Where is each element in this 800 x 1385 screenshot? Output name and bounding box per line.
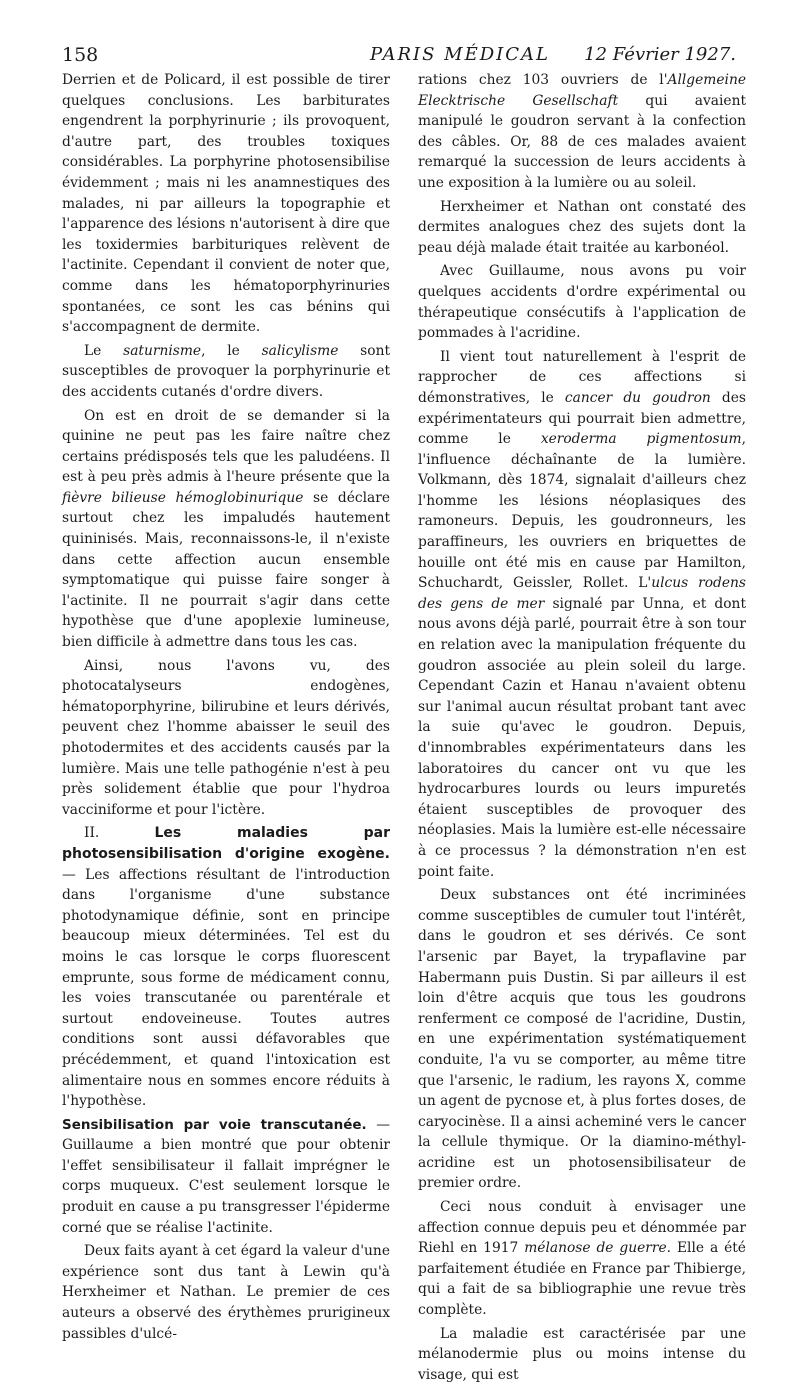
subsection-title: Sensibilisation par voie transcutanée. — [62, 1116, 367, 1133]
paragraph: On est en droit de se demander si la quinine ne peut pas les faire naître chez certains prédisposés tels que les paludéens. Il est à peu près admis à l'heure présente que la fièvre bilieuse hémoglobinurique se déclare surtout chez les impaludés hautement quininisés. Mais, reconnaissons-le, il n'existe dans cette affection aucun ensemble symptomatique qui puisse faire songer à l'actinite. Il ne pourrait s'agir dans cette hypothèse que d'une apoplexie lumineuse, bien difficile à admettre dans tous les cas. — [62, 407, 390, 651]
paragraph: Il vient tout naturellement à l'esprit de rapprocher de ces affections si démonstratives, le cancer du goudron des expérimentateurs qui pourrait bien admettre, comme le xeroderma pigmentosum, l'influence déchaînante de la lumière. Volkmann, dès 1874, signalait d'ailleurs chez l'homme les lésions néoplasiques des ramoneurs. Depuis, les goudronneurs, les paraffineurs, les ouvriers en briquettes de houille ont été mis en cause par Hamilton, Schuchardt, Geissler, Rollet. L'ulcus rodens des gens de mer signalé par Unna, et dont nous avons déjà parlé, pourrait être à son tour en relation avec la manipulation fréquente du goudron associée au plein soleil du large. Cependant Cazin et Hanau n'avaient obtenu sur l'animal aucun résultat probant tant avec la suie qu'avec le goudron. Depuis, d'innombrables expérimentateurs dans les laboratoires du cancer ont vu que les hydrocarbures lourds ou leurs impuretés étaient susceptibles de provoquer des néoplasies. Mais la lumière est-elle nécessaire à ce processus ? la démonstration n'en est point faite. — [418, 348, 746, 880]
paragraph: Deux faits ayant à cet égard la valeur d'une expérience sont dus tant à Lewin qu'à Herxheimer et Nathan. Le premier de ces auteurs a observé des érythèmes prurigineux passibles d'ulcé- — [62, 1243, 390, 1342]
paragraph: Le saturnisme, le salicylisme sont susceptibles de provoquer la porphyrinurie et des accidents cutanés d'ordre divers. — [62, 342, 390, 400]
paragraph: Derrien et de Policard, il est possible de tirer quelques conclusions. Les barbiturates engendrent la porphyrinurie ; ils provoquent, d'autre part, des troubles toxiques considérables. La porphyrine photosensibilise évidemment ; mais ni les anamnestiques des malades, ni par ailleurs la topographie et l'apparence des lésions n'autorisent à dire que les toxidermies barbituriques relèvent de l'actinite. Cependant il convient de noter que, comme dans les hématoporphyrinuries spontanées, ce sont les cas bénins qui s'accompagnent de dermite. — [62, 72, 390, 336]
issue-date: 12 Février 1927. — [584, 44, 736, 65]
subsection: Sensibilisation par voie transcutanée. — Guillaume a bien montré que pour obtenir l'effet sensibilisateur il fallait imprégner le corps muqueux. C'est seulement lorsque le produit en cause a pu transgresser l'épiderme corné que se réalise l'actinite. — [62, 1116, 390, 1236]
paragraph: La maladie est caractérisée par une mélanodermie plus ou moins intense du visage, qui est — [418, 1325, 746, 1383]
paragraph: Herxheimer et Nathan ont constaté des dermites analogues chez des sujets dont la peau déjà malade était traitée au karbonéol. — [418, 198, 746, 256]
journal-title: PARIS MÉDICAL — [370, 44, 551, 65]
section-heading: II. Les maladies par photosensibilisation d'origine exogène. — Les affections résultant de l'introduction dans l'organisme d'une substance photodynamique définie, sont en principe beaucoup mieux déterminées. Tel est du moins le cas lorsque le corps fluorescent emprunte, sous forme de médicament connu, les voies transcutanée ou parentérale et surtout endoveineuse. Toutes autres conditions sont aussi défavorables que précédemment, et quand l'intoxication est alimentaire nous en sommes encore réduits à l'hypothèse. — [62, 825, 390, 1110]
paragraph: Avec Guillaume, nous avons pu voir quelques accidents d'ordre expérimental ou thérapeutique consécutifs à l'application de pommades à l'acridine. — [418, 263, 746, 342]
paragraph: Deux substances ont été incriminées comme susceptibles de cumuler tout l'intérêt, dans le goudron et ses dérivés. Ce sont l'arsenic par Bayet, la trypaflavine par Habermann puis Dustin. Si par ailleurs il est loin d'être acquis que tous les goudrons renferment ce composé de l'acridine, Dustin, en une expérimentation systématiquement conduite, l'a vu se comporter, au même titre que l'arsenic, le radium, les rayons X, comme un agent de pycnose et, à plus fortes doses, de caryocinèse. Il a ainsi acheminé vers le cancer la cellule thymique. Or la diamino-méthyl-acridine est un photosensibilisateur de premier ordre. — [418, 887, 746, 1192]
paragraph: rations chez 103 ouvriers de l'Allgemeine Elecktrische Gesellschaft qui avaient manipulé le goudron servant à la confection des câbles. Or, 88 de ces malades avaient remarqué la succession de leurs accidents à une exposition à la lumière ou au soleil. — [418, 72, 746, 191]
section-title: Les maladies par photosensibilisation d'origine exogène. — [62, 825, 390, 862]
page-number: 158 — [62, 44, 99, 66]
paragraph: Ainsi, nous l'avons vu, des photocatalyseurs endogènes, hématoporphyrine, bilirubine et leurs dérivés, peuvent chez l'homme abaisser le seuil des photodermites et des accidents causés par la lumière. Mais une telle pathogénie n'est à peu près solidement établie que pour l'hydroa vacciniforme et pour l'ictère. — [62, 657, 390, 818]
right-column — [418, 70, 746, 1385]
left-column — [62, 70, 390, 1344]
paragraph: Ceci nous conduit à envisager une affection connue depuis peu et dénommée par Riehl en 1917 mélanose de guerre. Elle a été parfaitement étudiée en France par Thibierge, qui a fait de sa bibliographie une revue très complète. — [418, 1199, 746, 1319]
running-header — [60, 44, 740, 70]
